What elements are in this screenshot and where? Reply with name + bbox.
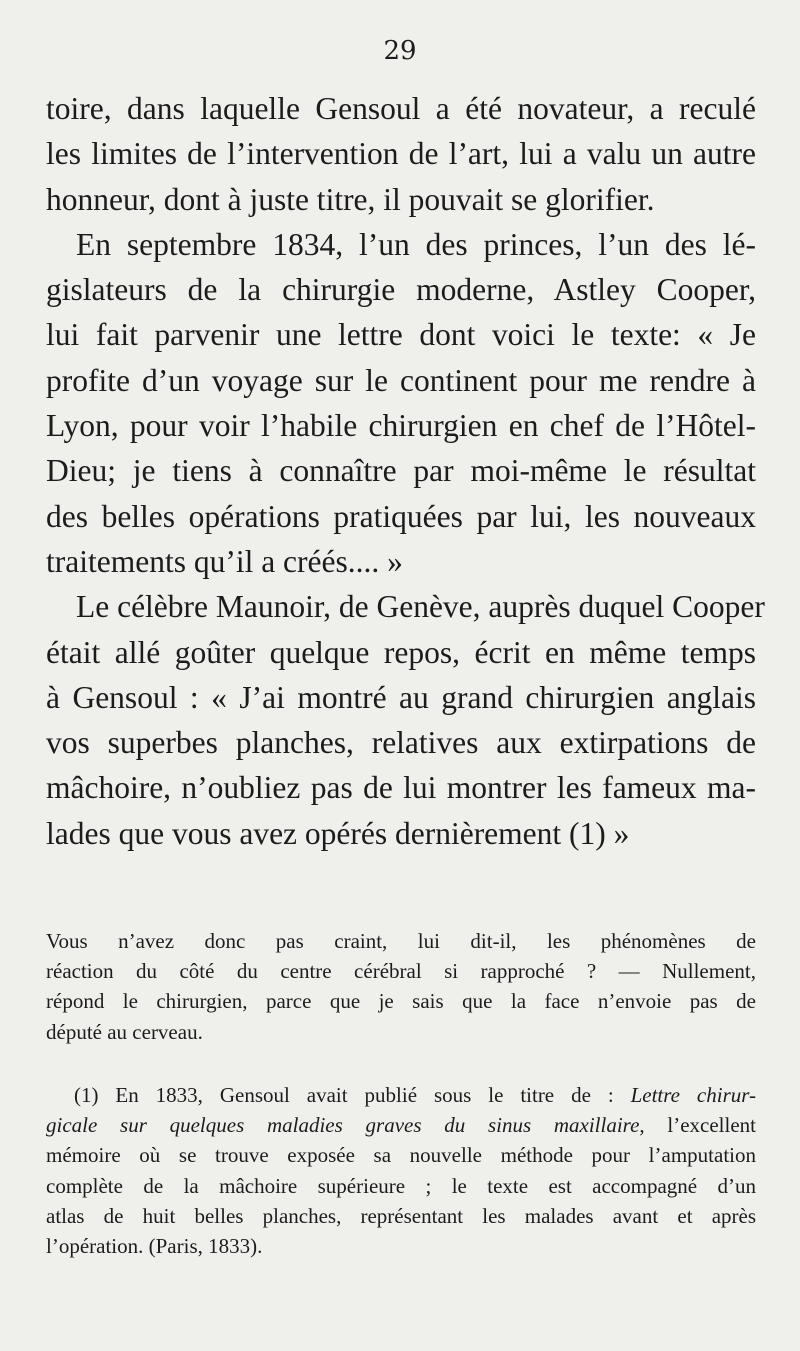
- note-line: Vous n’avez donc pas craint, lui dit-il, les phénomènes de: [46, 929, 756, 953]
- footnote-title-part: Lettre chirur-: [630, 1083, 756, 1107]
- text-line: Lyon, pour voir l’habile chirurgien en chef de l’Hôtel-: [46, 408, 756, 444]
- text-line: toire, dans laquelle Gensoul a été novateur, a reculé: [46, 91, 756, 126]
- footnote-line: l’opération. (Paris, 1833).: [46, 1233, 263, 1258]
- note-line: réaction du côté du centre cérébral si rapproché ? — Nullement,: [46, 959, 756, 984]
- text-line: les limites de l’intervention de l’art, lui a valu un autre: [46, 136, 756, 172]
- note-line: répond le chirurgien, parce que je sais que la face n’envoie pas de: [46, 989, 756, 1014]
- footnote-title-part: gicale sur quelques maladies graves du sinus maxillaire: [46, 1113, 640, 1138]
- text-line: Le célèbre Maunoir, de Genève, auprès duquel Cooper: [76, 589, 765, 625]
- footnote-line: [46, 1110, 756, 1140]
- text-line: lui fait parvenir une lettre dont voici le texte: « Je: [46, 317, 756, 353]
- footnote-line: atlas de huit belles planches, représentant les malades avant et après: [46, 1203, 756, 1228]
- text-line: honneur, dont à juste titre, il pouvait se glorifier.: [46, 181, 655, 217]
- text-line: gislateurs de la chirurgie moderne, Astley Cooper,: [46, 272, 756, 308]
- text-line: En septembre 1834, l’un des princes, l’un des lé-: [76, 226, 756, 262]
- footnote-line: [46, 1080, 756, 1110]
- text-line: profite d’un voyage sur le continent pour me rendre à: [46, 362, 756, 398]
- footnote: [46, 1080, 756, 1261]
- text-line: à Gensoul : « J’ai montré au grand chirurgien anglais: [46, 679, 756, 715]
- footnote-line: mémoire où se trouve exposée sa nouvelle méthode pour l’amputation: [46, 1143, 756, 1168]
- text-line: vos superbes planches, relatives aux extirpations de: [46, 725, 756, 761]
- note-line: député au cerveau.: [46, 1019, 203, 1044]
- page-number: 29: [383, 36, 417, 66]
- footnote-line: complète de la mâchoire supérieure ; le texte est accompagné d’un: [46, 1173, 756, 1198]
- main-text: [46, 86, 765, 856]
- text-line: des belles opérations pratiquées par lui, les nouveaux: [46, 498, 756, 534]
- text-line: traitements qu’il a créés.... »: [46, 543, 403, 579]
- footnote-text: , l’excellent: [639, 1113, 756, 1138]
- text-line: lades que vous avez opérés dernièrement (1) »: [46, 815, 630, 851]
- text-line: Dieu; je tiens à connaître par moi-même le résultat: [46, 453, 756, 489]
- note-continuation: [46, 926, 756, 1047]
- footnote-marker-text: (1) En 1833, Gensoul avait publié sous le titre de :: [74, 1083, 631, 1107]
- text-line: était allé goûter quelque repos, écrit en même temps: [46, 634, 756, 670]
- text-line: mâchoire, n’oubliez pas de lui montrer les fameux ma-: [46, 770, 756, 806]
